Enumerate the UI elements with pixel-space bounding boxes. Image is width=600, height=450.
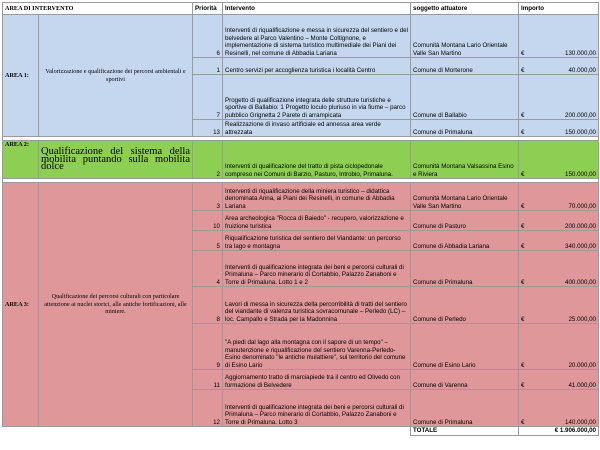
intervention-cell: Lavori di messa in sicurezza della percorribilità di tratti del sentiero del viandante di valenza turistica sovracomunale – Perledo (LC) – loc. Campallo e Strada per la Madonnina [223, 287, 411, 324]
amount-cell [519, 183, 599, 211]
table-row [3, 15, 599, 58]
actor-cell: Comunità Montana Lario Orientale Valle San Martino [411, 15, 519, 58]
amount-value: 200.000,00 [565, 111, 596, 119]
actor-cell: Comune di Primaluna [411, 120, 519, 137]
actor-cell: Comune di Pasturo [411, 211, 519, 231]
currency-symbol: € [521, 361, 525, 369]
actor-cell: Comune di Varenna [411, 370, 519, 390]
priority-cell: 1 [193, 58, 223, 75]
area-name: Qualificazione dei percorsi culturali con particolare attenzione ai nuclei storici, alle antiche fortificazioni, alle miniere. [39, 183, 193, 427]
priority-cell: 3 [193, 183, 223, 211]
currency-symbol: € [521, 418, 525, 426]
currency-symbol: € [521, 315, 525, 323]
priority-cell: 4 [193, 251, 223, 287]
amount-cell [519, 324, 599, 370]
area-label: AREA 2: [3, 141, 39, 179]
currency-symbol: € [521, 381, 525, 389]
amount-value: 340.000,00 [565, 242, 596, 250]
priority-cell: 10 [193, 211, 223, 231]
priority-cell: 12 [193, 390, 223, 427]
amount-cell [519, 58, 599, 75]
amount-value: 41.000,00 [568, 381, 596, 389]
amount-cell [519, 287, 599, 324]
actor-cell: Comunità Montana Lario Orientale Valle San Martino [411, 183, 519, 211]
amount-cell [519, 370, 599, 390]
actor-cell: Comune di Esino Lario [411, 324, 519, 370]
table-row [3, 183, 599, 211]
table-header-row [3, 3, 599, 15]
amount-cell [519, 75, 599, 120]
priority-cell: 13 [193, 120, 223, 137]
intervention-cell: Area archeologica "Rocca di Baiedo" - recupero, valorizzazione e fruizione turistica [223, 211, 411, 231]
area-label: AREA 3: [3, 183, 39, 427]
amount-cell [519, 211, 599, 231]
total-spacer [3, 427, 411, 436]
intervention-cell: Interventi di qualificazione del tratto di pista ciclopedonale compreso nei Comuni di Barzio, Pasturo, Introbio, Primaluna. [223, 141, 411, 179]
amount-cell [519, 251, 599, 287]
intervention-cell: Progetto di qualificazione integrata delle strutture turistiche e sportive di Ballabio: 1 Progetto loculo pluriuso in via fiume – parco pubblico Grignetta 2 Parete di arrampicata [223, 75, 411, 120]
total-label: TOTALE [411, 427, 519, 436]
priority-cell: 2 [193, 141, 223, 179]
intervention-cell: "A piedi dal lago alla montagna con il sapore di un tempo" – manutenzione e riqualificazione del sentiero Varenna-Perledo-Esino denominato "le antiche mulattiere", sul territorio del comune di Esino Lario [223, 324, 411, 370]
intervention-cell: Riqualificazione turistica del sentiero del Viandante: un percorso tra lago e montagna [223, 231, 411, 251]
actor-cell: Comune di Morterone [411, 58, 519, 75]
actor-cell: Comune di Abbadia Lariana [411, 231, 519, 251]
currency-symbol: € [521, 202, 525, 210]
actor-cell: Comunità Montana Valsassina Esino e Riviera [411, 141, 519, 179]
intervention-cell: Realizzazione di invaso artificiale ed annessa area verde attrezzata [223, 120, 411, 137]
currency-symbol: € [521, 170, 525, 178]
area-name: Qualificazione del sistema della mobilita puntando sulla mobilita dolce [39, 141, 193, 179]
intervention-cell: Interventi di qualificazione integrata dei beni e percorsi culturali di Primaluna – Parco minerario di Cortabbio, Palazzo Zanaboni e Torre di Primaluna. Lotto 3 [223, 390, 411, 427]
amount-cell [519, 120, 599, 137]
total-amount: € 1.906.000,00 [519, 427, 599, 436]
priority-cell: 8 [193, 287, 223, 324]
amount-value: 20.000,00 [568, 361, 596, 369]
amount-cell [519, 231, 599, 251]
amount-value: 140.000,00 [565, 418, 596, 426]
priority-cell: 7 [193, 75, 223, 120]
amount-value: 150.000,00 [565, 128, 596, 136]
amount-value: 70.000,00 [568, 202, 596, 210]
header-amount: Importo [519, 3, 599, 15]
currency-symbol: € [521, 66, 525, 74]
actor-cell: Comune di Primaluna [411, 251, 519, 287]
amount-value: 400.000,00 [565, 278, 596, 286]
header-intervention: Intervento [223, 3, 411, 15]
actor-cell: Comune di Primaluna [411, 390, 519, 427]
area-label: AREA 1: [3, 15, 39, 137]
currency-symbol: € [521, 49, 525, 57]
currency-symbol: € [521, 128, 525, 136]
intervention-cell: Interventi di qualificazione integrata dei beni e percorsi culturali di Primaluna – Parco minerario di Cortabbio, Palazzo Zanaboni e Torre di Primaluna. Lotto 1 e 2 [223, 251, 411, 287]
currency-symbol: € [521, 222, 525, 230]
amount-value: 25.000,00 [568, 315, 596, 323]
amount-cell [519, 15, 599, 58]
priority-cell: 11 [193, 370, 223, 390]
total-row [3, 427, 599, 436]
amount-value: 40.000,00 [568, 66, 596, 74]
header-area: AREA DI INTERVENTO [3, 3, 193, 15]
interventions-table [2, 2, 599, 436]
priority-cell: 9 [193, 324, 223, 370]
amount-cell [519, 141, 599, 179]
header-priority: Priorità [193, 3, 223, 15]
currency-symbol: € [521, 278, 525, 286]
currency-symbol: € [521, 242, 525, 250]
currency-symbol: € [521, 111, 525, 119]
actor-cell: Comune di Perledo [411, 287, 519, 324]
intervention-cell: Centro servizi per accoglienza turistica i località Centro [223, 58, 411, 75]
table-row [3, 141, 599, 179]
header-actor: soggetto attuatore [411, 3, 519, 15]
area-name: Valorizzazione e qualificazione dei percorsi ambientali e sportivi [39, 15, 193, 137]
amount-cell [519, 390, 599, 427]
priority-cell: 5 [193, 231, 223, 251]
intervention-cell: Aggiornamento tratto di marciapiede tra il centro ed Olivedo con formazione di Belvedere [223, 370, 411, 390]
amount-value: 200.000,00 [565, 222, 596, 230]
amount-value: 150.000,00 [565, 170, 596, 178]
amount-value: 130.000,00 [565, 49, 596, 57]
actor-cell: Comune di Ballabio [411, 75, 519, 120]
priority-cell: 6 [193, 15, 223, 58]
intervention-cell: Interventi di riqualificazione e messa in sicurezza del sentiero e del belvedere al Parco Valentino – Monte Coltignone, e implementazione di sistema turistico multimediale dei Piani dei Resinelli, nel comune di Abbadia Lariana [223, 15, 411, 58]
intervention-cell: Interventi di riqualificazione della miniera turistico – didattica denominata Anna, ai Piani dei Resinelli, in comune di Abbadia Lariana [223, 183, 411, 211]
